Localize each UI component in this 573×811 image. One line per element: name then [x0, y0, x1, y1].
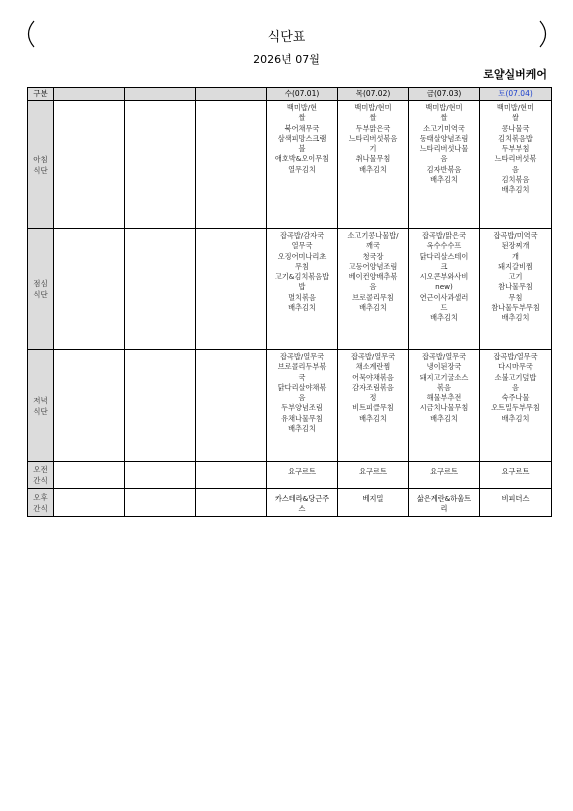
meal-cell — [409, 350, 480, 462]
meal-item: 쌀 — [369, 113, 377, 123]
meal-item: 잡곡밥/열무국 — [421, 352, 467, 361]
meal-item: 두부부침 — [501, 144, 530, 154]
meal-cell — [338, 462, 409, 489]
meal-item: 국 — [298, 372, 306, 382]
meal-item: 오징어미나리초 — [277, 251, 327, 261]
meal-item: 무침 — [508, 292, 523, 302]
meal-item: 김치볶음밥 — [498, 133, 533, 143]
meal-item: 음 — [298, 393, 306, 403]
meal-item: 음 — [512, 164, 519, 174]
meal-item: 음 — [512, 382, 519, 392]
meal-table — [27, 87, 552, 517]
meal-item: 잡곡밥/맑은국 — [421, 231, 467, 240]
meal-item: 배추김치 — [501, 313, 530, 323]
meal-item: 참나물두부무침 — [491, 303, 540, 313]
meal-item: 깨국 — [366, 241, 380, 251]
meal-item: 배추김치 — [359, 164, 387, 174]
meal-row-label-line: 식단 — [33, 406, 48, 416]
meal-item: 유채나물무침 — [281, 413, 323, 423]
meal-cell — [54, 489, 125, 517]
meal-item: 삼색피망스크램 — [277, 133, 327, 143]
meal-cell — [409, 462, 480, 489]
meal-item: 어묵야채볶음 — [352, 372, 394, 382]
meal-item: 배추김치 — [430, 313, 458, 323]
meal-item: 무침 — [295, 261, 309, 271]
meal-item: 음 — [440, 154, 448, 164]
meal-row-label-line: 저녁 — [33, 395, 48, 405]
meal-item: 잡곡밥/열무국 — [279, 352, 325, 361]
meal-item: 애호박&오이무침 — [274, 154, 330, 164]
meal-row — [28, 229, 552, 350]
meal-cell — [267, 229, 338, 350]
meal-item: 삶은계란&하울트 — [416, 494, 472, 503]
meal-item: 잡곡밥/미역국 — [493, 231, 538, 240]
meal-item: 배추김치 — [288, 303, 316, 313]
meal-item: 기 — [369, 144, 377, 154]
meal-item: 잡곡밥/감자국 — [279, 231, 325, 240]
meal-row-label — [28, 462, 54, 489]
meal-item: 베이컨양배추볶 — [348, 272, 398, 282]
meal-item: 백미밥/현미 — [425, 103, 463, 112]
meal-cell — [480, 101, 552, 229]
meal-item: 돼지고기굴소스 — [419, 372, 469, 382]
meal-item: 잡곡밥/열무국 — [493, 352, 538, 361]
meal-cell — [338, 489, 409, 517]
meal-row-label-line: 식단 — [33, 290, 48, 299]
meal-item: 느타리버섯볶음 — [348, 133, 398, 143]
meal-item: 닭다리살야채볶 — [277, 382, 327, 392]
meal-cell — [267, 101, 338, 229]
meal-item: 배추김치 — [288, 424, 316, 434]
meal-item: 동태살양념조림 — [419, 133, 469, 143]
meal-cell — [338, 101, 409, 229]
meal-cell — [267, 350, 338, 462]
meal-row-label-line: 간식 — [33, 503, 48, 513]
meal-item: new) — [435, 282, 453, 292]
meal-item: 쌀 — [298, 113, 306, 123]
meal-cell — [196, 101, 267, 229]
meal-cell — [196, 229, 267, 350]
meal-cell — [409, 229, 480, 350]
meal-cell — [480, 229, 552, 350]
meal-item: 잡곡밥/열무국 — [350, 352, 396, 361]
meal-item: 크 — [440, 261, 448, 271]
meal-item: 개 — [512, 251, 519, 261]
meal-row-label — [28, 101, 54, 229]
meal-item: 고기 — [508, 272, 523, 282]
meal-item: 콩나물국 — [501, 123, 530, 133]
meal-item: 배추김치 — [501, 413, 530, 423]
meal-cell — [54, 350, 125, 462]
meal-row-label — [28, 229, 54, 350]
meal-item: 시오콘부와사비 — [419, 272, 469, 282]
meal-row-label-line: 간식 — [33, 476, 48, 485]
meal-row — [28, 462, 552, 489]
meal-item: 쌀 — [440, 113, 448, 123]
column-header-wed: 수(07.01) — [267, 88, 338, 101]
meal-item: 닭다리살스테이 — [419, 251, 469, 261]
meal-item: 두부양념조림 — [281, 403, 323, 413]
meal-item: 시금치나물무침 — [419, 403, 469, 413]
meal-item: 요구르트 — [288, 467, 316, 476]
meal-row-label-line: 점심 — [33, 279, 48, 288]
meal-cell — [409, 101, 480, 229]
column-header-day — [54, 88, 125, 101]
column-header-thu: 목(07.02) — [338, 88, 409, 101]
meal-item: 느타리버섯나물 — [419, 144, 469, 154]
meal-item: 브로콜리두부볶 — [277, 362, 327, 372]
meal-item: 베지밀 — [362, 494, 384, 503]
meal-item: 고등어양념조림 — [348, 261, 398, 271]
meal-cell — [54, 462, 125, 489]
meal-item: 느타리버섯볶 — [494, 154, 537, 164]
meal-item: 쌀 — [512, 113, 519, 123]
meal-item: 스 — [298, 504, 306, 513]
organization-name: 로얄실버케어 — [483, 68, 547, 81]
meal-cell — [125, 229, 196, 350]
meal-cell — [125, 489, 196, 517]
meal-item: 취나물무침 — [355, 154, 391, 164]
meal-item: 참나물무침 — [498, 282, 533, 292]
meal-item: 소고기콩나물밥/ — [347, 231, 399, 240]
table-header-row — [28, 88, 552, 101]
meal-item: 정 — [369, 393, 377, 403]
meal-item: 블 — [298, 144, 306, 154]
meal-item: 북어채무국 — [284, 123, 320, 133]
meal-item: 열무김치 — [288, 164, 316, 174]
column-header-day — [125, 88, 196, 101]
meal-row-label — [28, 489, 54, 517]
meal-item: 김치볶음 — [501, 175, 530, 185]
meal-item: 옥수수수프 — [426, 241, 462, 251]
meal-item: 감자조림볶음 — [352, 382, 394, 392]
meal-item: 밥 — [298, 282, 306, 292]
meal-cell — [338, 350, 409, 462]
column-header-day — [196, 88, 267, 101]
meal-item: 비트피클무침 — [352, 403, 394, 413]
meal-item: 숙주나물 — [501, 393, 530, 403]
meal-cell — [480, 489, 552, 517]
meal-item: 소고기미역국 — [423, 123, 465, 133]
meal-item: 소불고기덮밥 — [494, 372, 537, 382]
meal-item: 멸치볶음 — [288, 292, 316, 302]
meal-item: 드 — [440, 303, 448, 313]
meal-row-label — [28, 350, 54, 462]
meal-item: 리 — [440, 504, 448, 513]
meal-cell — [196, 350, 267, 462]
meal-item: 배추김치 — [359, 303, 387, 313]
meal-item: 냉이된장국 — [426, 362, 462, 372]
meal-cell — [480, 350, 552, 462]
month-label: 2026년 07월 — [253, 53, 320, 66]
column-header-sat: 토(07.04) — [480, 88, 552, 101]
meal-cell — [409, 489, 480, 517]
column-header-category: 구분 — [28, 88, 54, 101]
meal-item: 배추김치 — [359, 413, 387, 423]
meal-item: 된장찌개 — [501, 241, 530, 251]
meal-row-label-line: 오전 — [33, 465, 48, 474]
meal-item: 요구르트 — [501, 467, 530, 476]
meal-item: 채소계란찜 — [355, 362, 391, 372]
meal-cell — [267, 462, 338, 489]
meal-item: 다시마무국 — [498, 362, 533, 372]
column-header-fri: 금(07.03) — [409, 88, 480, 101]
meal-cell — [54, 101, 125, 229]
meal-item: 배추김치 — [430, 413, 458, 423]
meal-item: 카스테라&당근주 — [274, 494, 330, 503]
meal-item: 배추김치 — [501, 185, 530, 195]
meal-item: 볶음 — [437, 382, 451, 392]
meal-row — [28, 101, 552, 229]
meal-cell — [267, 489, 338, 517]
meal-table-body — [28, 101, 552, 517]
meal-cell — [125, 101, 196, 229]
meal-cell — [125, 462, 196, 489]
meal-row — [28, 489, 552, 517]
meal-cell — [480, 462, 552, 489]
page-title: 식단표 — [267, 30, 306, 45]
meal-cell — [338, 229, 409, 350]
meal-item: 해물부추전 — [426, 393, 462, 403]
meal-row-label-line: 아침 — [33, 154, 48, 164]
meal-cell — [196, 489, 267, 517]
meal-cell — [196, 462, 267, 489]
meal-item: 오트밀두부무침 — [491, 403, 540, 413]
meal-item: 요구르트 — [359, 467, 387, 476]
meal-item: 브로콜리무침 — [352, 292, 394, 302]
meal-item: 청국장 — [362, 251, 384, 261]
meal-item: 돼지갈비찜 — [498, 261, 533, 271]
meal-item: 두부맑은국 — [355, 123, 391, 133]
meal-item: 연근이사과샐러 — [419, 292, 469, 302]
meal-item: 배추김치 — [430, 175, 458, 185]
meal-item: 백미밥/현미 — [354, 103, 392, 112]
meal-item: 백미밥/현 — [286, 103, 318, 112]
meal-item: 고기&김치볶음밥 — [274, 272, 330, 282]
meal-item: 음 — [369, 282, 377, 292]
meal-item: 비피더스 — [501, 494, 530, 503]
meal-cell — [125, 350, 196, 462]
meal-cell — [54, 229, 125, 350]
meal-row — [28, 350, 552, 462]
meal-item: 백미밥/현미 — [496, 103, 535, 112]
meal-item: 열무국 — [291, 241, 313, 251]
meal-row-label-line: 오후 — [33, 492, 48, 502]
meal-item: 김자반볶음 — [426, 164, 462, 174]
meal-item: 요구르트 — [430, 467, 458, 476]
meal-row-label-line: 식단 — [33, 165, 48, 175]
